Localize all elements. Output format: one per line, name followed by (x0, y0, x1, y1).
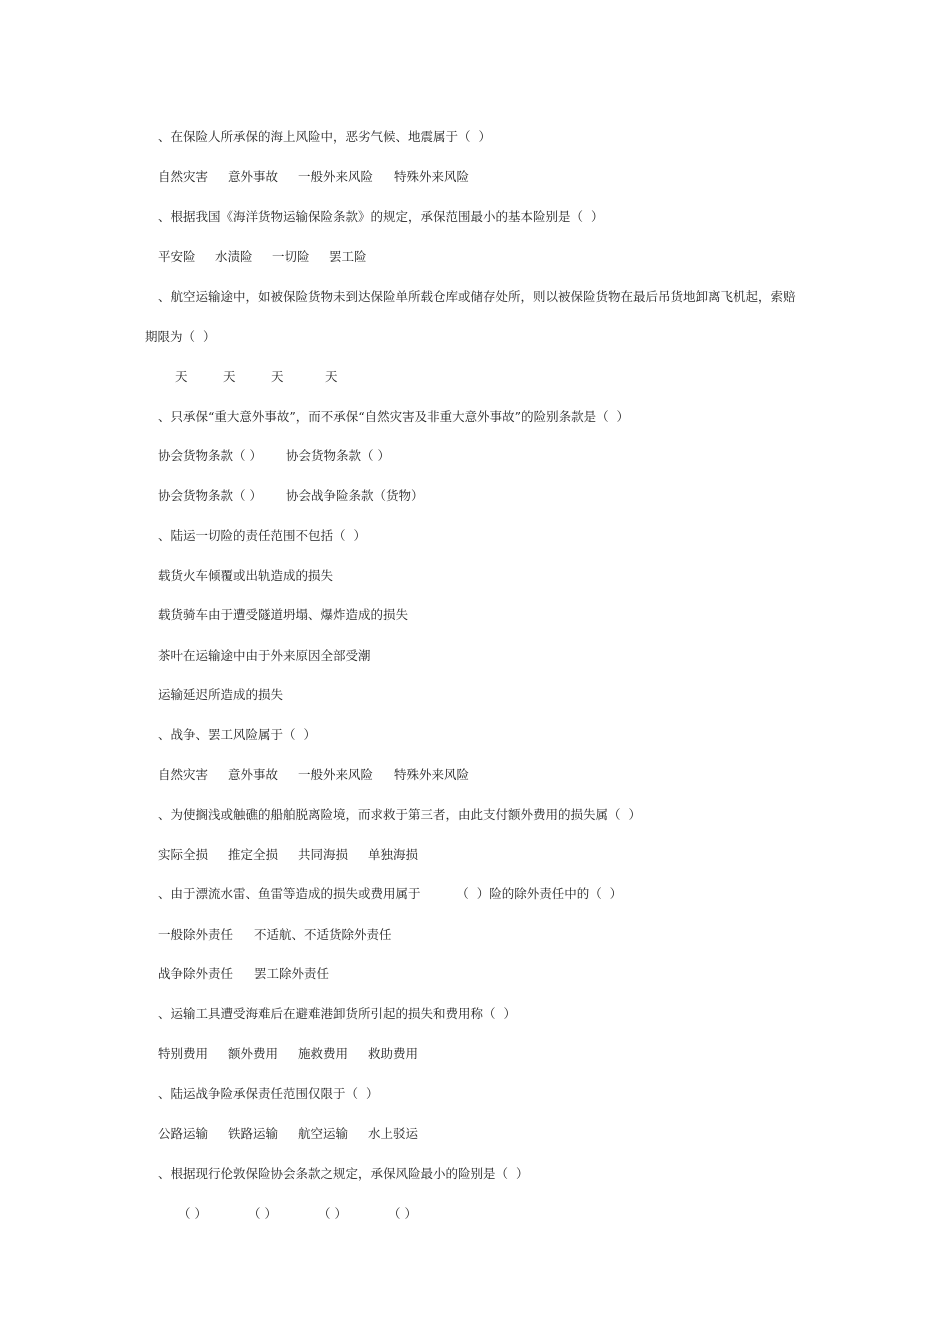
option-a: 特别费用 (158, 1046, 209, 1061)
option-a: 平安险 (158, 249, 196, 264)
option-b: 意外事故 (228, 767, 279, 782)
option-d: 水上驳运 (368, 1126, 419, 1141)
option-b: 协会货物条款（ ） (286, 448, 390, 463)
option-c: 施救费用 (298, 1046, 349, 1061)
option-a: 自然灾害 (158, 169, 209, 184)
option-b: 推定全损 (228, 847, 279, 862)
question-10-text: 、陆运战争险承保责任范围仅限于（ ） (158, 1086, 379, 1101)
question-4-text: 、只承保“重大意外事故”，而不承保“自然灾害及非重大意外事故”的险别条款是（ ） (158, 409, 630, 424)
question-8-text: 、由于漂流水雷、鱼雷等造成的损失或费用属于 （ ）险的除外责任中的（ ） (158, 886, 623, 901)
question-5-option-c: 茶叶在运输途中由于外来原因全部受潮 (158, 648, 371, 663)
option-b: （ ） (248, 1206, 277, 1221)
option-d: 特殊外来风险 (394, 767, 470, 782)
question-6-text: 、战争、罢工风险属于（ ） (158, 727, 316, 742)
question-4-options-row-1 (158, 448, 390, 464)
option-c: 航空运输 (298, 1126, 349, 1141)
question-5-option-b: 载货骑车由于遭受隧道坍塌、爆炸造成的损失 (158, 607, 409, 622)
option-a: （ ） (178, 1206, 207, 1221)
option-d: （ ） (388, 1206, 417, 1221)
option-d: 救助费用 (368, 1046, 419, 1061)
option-d: 特殊外来风险 (394, 169, 470, 184)
option-c: 一切险 (272, 249, 310, 264)
option-d: 罢工除外责任 (254, 966, 330, 981)
question-5-option-a: 载货火车倾覆或出轨造成的损失 (158, 568, 334, 583)
question-7-text: 、为使搁浅或触礁的船舶脱离险境，而求救于第三者，由此支付额外费用的损失属（ ） (158, 807, 641, 822)
option-a: 自然灾害 (158, 767, 209, 782)
question-10-options (158, 1126, 418, 1142)
option-c: 共同海损 (298, 847, 349, 862)
option-d: 罢工险 (329, 249, 367, 264)
option-c: （ ） (318, 1206, 347, 1221)
option-b: 铁路运输 (228, 1126, 279, 1141)
question-1-text: 、在保险人所承保的海上风险中，恶劣气候、地震属于（ ） (158, 129, 491, 144)
question-6-options (158, 767, 469, 783)
question-11-options (178, 1206, 417, 1222)
option-d: 协会战争险条款（货物） (286, 488, 424, 503)
question-8-options-row-1 (158, 927, 392, 943)
question-2-options (158, 249, 367, 265)
question-2-text: 、根据我国《海洋货物运输保险条款》的规定，承保范围最小的基本险别是（ ） (158, 209, 604, 224)
question-7-options (158, 847, 418, 863)
option-c: 天 (271, 369, 284, 384)
option-a: 天 (175, 369, 188, 384)
option-b: 不适航、不适货除外责任 (254, 927, 392, 942)
option-a: 一般除外责任 (158, 927, 234, 942)
option-b: 天 (223, 369, 236, 384)
option-a: 协会货物条款（ ） (158, 448, 262, 463)
option-d: 天 (325, 369, 338, 384)
question-1-options (158, 169, 469, 185)
option-b: 意外事故 (228, 169, 279, 184)
option-c: 一般外来风险 (298, 767, 374, 782)
question-11-text: 、根据现行伦敦保险协会条款之规定，承保风险最小的险别是（ ） (158, 1166, 529, 1181)
option-d: 单独海损 (368, 847, 419, 862)
option-b: 额外费用 (228, 1046, 279, 1061)
option-c: 一般外来风险 (298, 169, 374, 184)
option-c: 协会货物条款（ ） (158, 488, 262, 503)
option-a: 公路运输 (158, 1126, 209, 1141)
question-5-text: 、陆运一切险的责任范围不包括（ ） (158, 528, 366, 543)
question-9-text: 、运输工具遭受海难后在避难港卸货所引起的损失和费用称（ ） (158, 1006, 516, 1021)
question-8-options-row-2 (158, 966, 329, 982)
question-4-options-row-2 (158, 488, 424, 504)
question-3-options (175, 369, 338, 385)
option-c: 战争除外责任 (158, 966, 234, 981)
option-a: 实际全损 (158, 847, 209, 862)
question-5-option-d: 运输延迟所造成的损失 (158, 687, 284, 702)
option-b: 水渍险 (215, 249, 253, 264)
question-9-options (158, 1046, 418, 1062)
question-3-text-continued: 期限为（ ） (145, 329, 216, 344)
question-3-text: 、航空运输途中，如被保险货物未到达保险单所载仓库或储存处所，则以被保险货物在最后吊货地卸离飞机起，索赔 (158, 289, 796, 304)
